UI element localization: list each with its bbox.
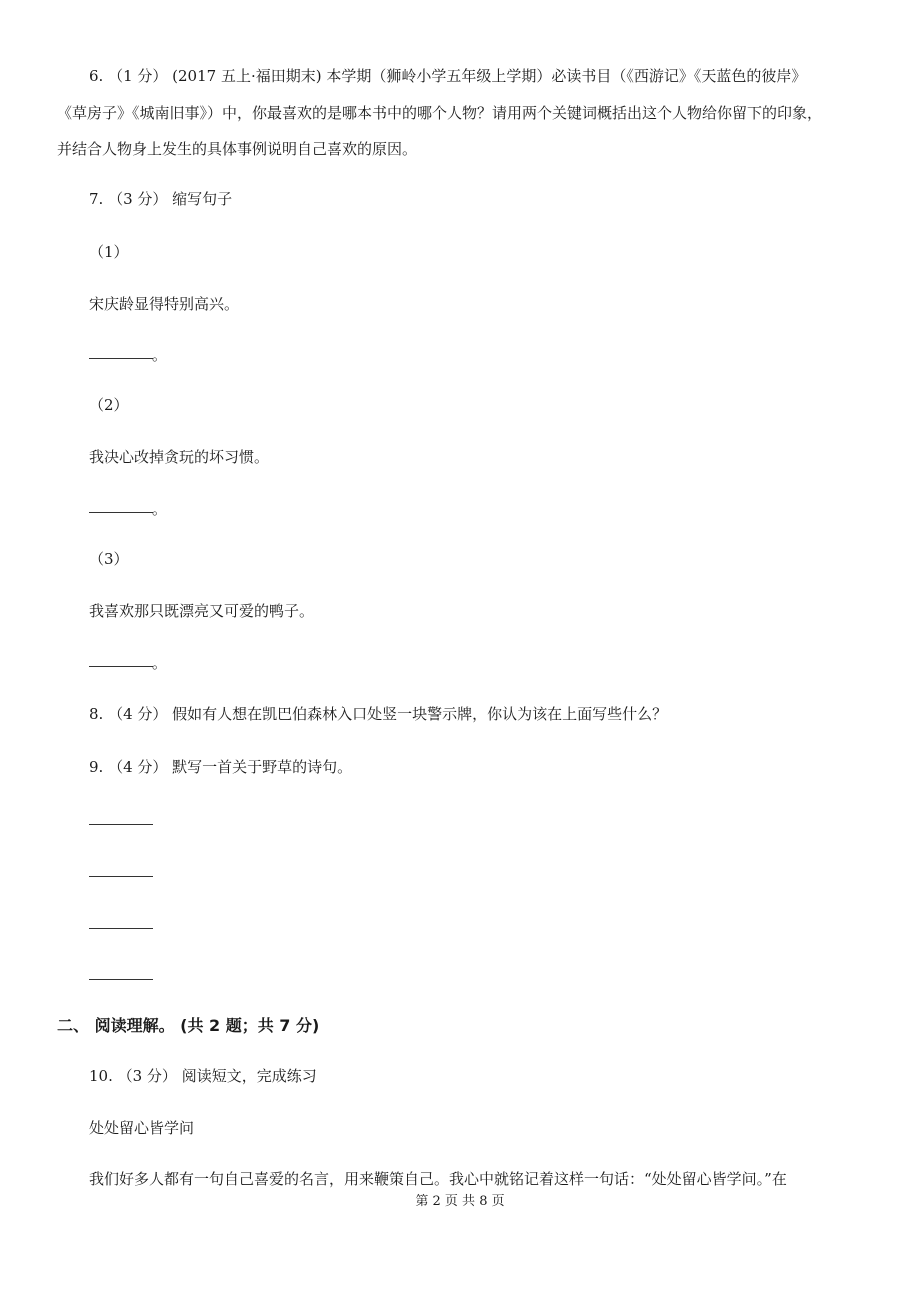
q7-sub3-label: （3）	[89, 550, 129, 568]
q7-sub2-period: 。	[152, 500, 168, 518]
q9-answer-blank-4[interactable]	[89, 979, 153, 980]
q7-sub1-label: （1）	[89, 243, 129, 261]
q6-line-3: 并结合人物身上发生的具体事例说明自己喜欢的原因。	[57, 140, 418, 158]
q7-sub1-period: 。	[152, 346, 168, 364]
q7-sub3-period: 。	[152, 654, 168, 672]
q7-sub2-label: （2）	[89, 396, 129, 414]
q7-sub3-answer-blank[interactable]	[89, 666, 153, 667]
q7-sub1-sentence: 宋庆龄显得特别高兴。	[89, 295, 240, 313]
q8-text: 8. （4 分） 假如有人想在凯巴伯森林入口处竖一块警示牌，你认为该在上面写些什么？	[89, 705, 668, 723]
q7-sub3-sentence: 我喜欢那只既漂亮又可爱的鸭子。	[89, 602, 315, 620]
q10-header: 10. （3 分） 阅读短文，完成练习	[89, 1067, 317, 1085]
q9-answer-blank-3[interactable]	[89, 928, 153, 929]
q6-line-2: 《草房子》《城南旧事》）中，你最喜欢的是哪本书中的哪个人物？请用两个关键词概括出这个人物给你留下的印象，	[57, 104, 823, 122]
q7-sub2-answer-blank[interactable]	[89, 512, 153, 513]
section-2-title: 二、 阅读理解。 (共 2 题；共 7 分)	[57, 1016, 320, 1035]
q9-answer-blank-1[interactable]	[89, 824, 153, 825]
page-footer: 第 2 页 共 8 页	[415, 1194, 505, 1209]
q6-line-1: 6. （1 分） (2017 五上·福田期末) 本学期（狮岭小学五年级上学期）必读书目（《西游记》《天蓝色的彼岸》	[89, 67, 807, 85]
q10-article-first-line: 我们好多人都有一句自己喜爱的名言，用来鞭策自己。我心中就铭记着这样一句话：“处处留心皆学问。”在	[89, 1170, 787, 1188]
q10-article-title: 处处留心皆学问	[89, 1119, 195, 1137]
q9-text: 9. （4 分） 默写一首关于野草的诗句。	[89, 758, 353, 776]
q7-header: 7. （3 分） 缩写句子	[89, 190, 233, 208]
q7-sub2-sentence: 我决心改掉贪玩的坏习惯。	[89, 448, 270, 466]
q9-answer-blank-2[interactable]	[89, 876, 153, 877]
q7-sub1-answer-blank[interactable]	[89, 358, 153, 359]
